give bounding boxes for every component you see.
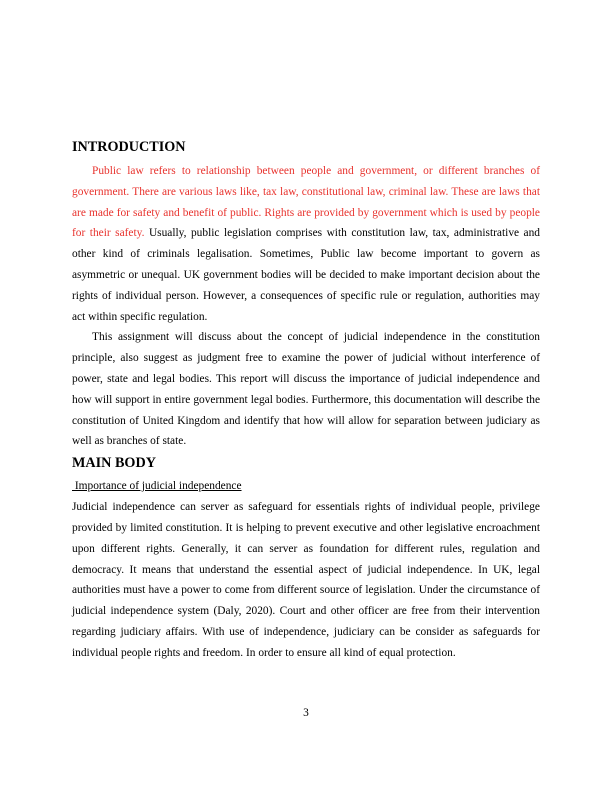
page-content	[72, 137, 540, 664]
main-body-heading: MAIN BODY	[72, 455, 156, 472]
highlighted-text: Public law refers to relationship between people and government, or different branches of government. There are various laws like, tax law, constitutional law, criminal law. These are laws that are made for safety and benefit of public. Rights are provided by government which is used by people for their safety.	[72, 165, 540, 240]
introduction-paragraph-2: This assignment will discuss about the concept of judicial independence in the constitution principle, also suggest as judgment free to examine the power of judicial without interference of power, state and legal bodies. This report will discuss the importance of judicial independence and how will support in entire government legal bodies. Furthermore, this documentation will describe the constitution of United Kingdom and identify that how will allow for separation between judiciary as well as branches of state.	[72, 331, 540, 448]
main-body-paragraph-1: Judicial independence can server as safeguard for essentials rights of individual people, privilege provided by limited constitution. It is helping to prevent executive and other legislative encroachment upon different rights. Generally, it can server as foundation for different rules, regulation and democracy. It means that understand the essential aspect of judicial independence. In UK, legal authorities must have a power to come from different source of legislation. Under the circumstance of judicial independence system (Daly, 2020). Court and other officer are free from their intervention regarding judiciary affairs. With use of independence, judiciary can be consider as safeguards for individual people rights and freedom. In order to ensure all kind of equal protection.	[72, 501, 540, 659]
introduction-paragraph-1	[72, 161, 540, 327]
paragraph-text: Usually, public legislation comprises with constitution law, tax, administrative and other kind of criminals legalisation. Sometimes, Public law become important to govern as asymmetric or unequal. UK government bodies will be decided to make important decision about the rights of individual person. However, a consequences of specific rule or regulation, authorities may act within specific regulation.	[72, 227, 541, 323]
page-number: 3	[303, 707, 309, 719]
introduction-heading: INTRODUCTION	[72, 139, 186, 155]
section-subheading: Importance of judicial independence	[72, 480, 242, 493]
